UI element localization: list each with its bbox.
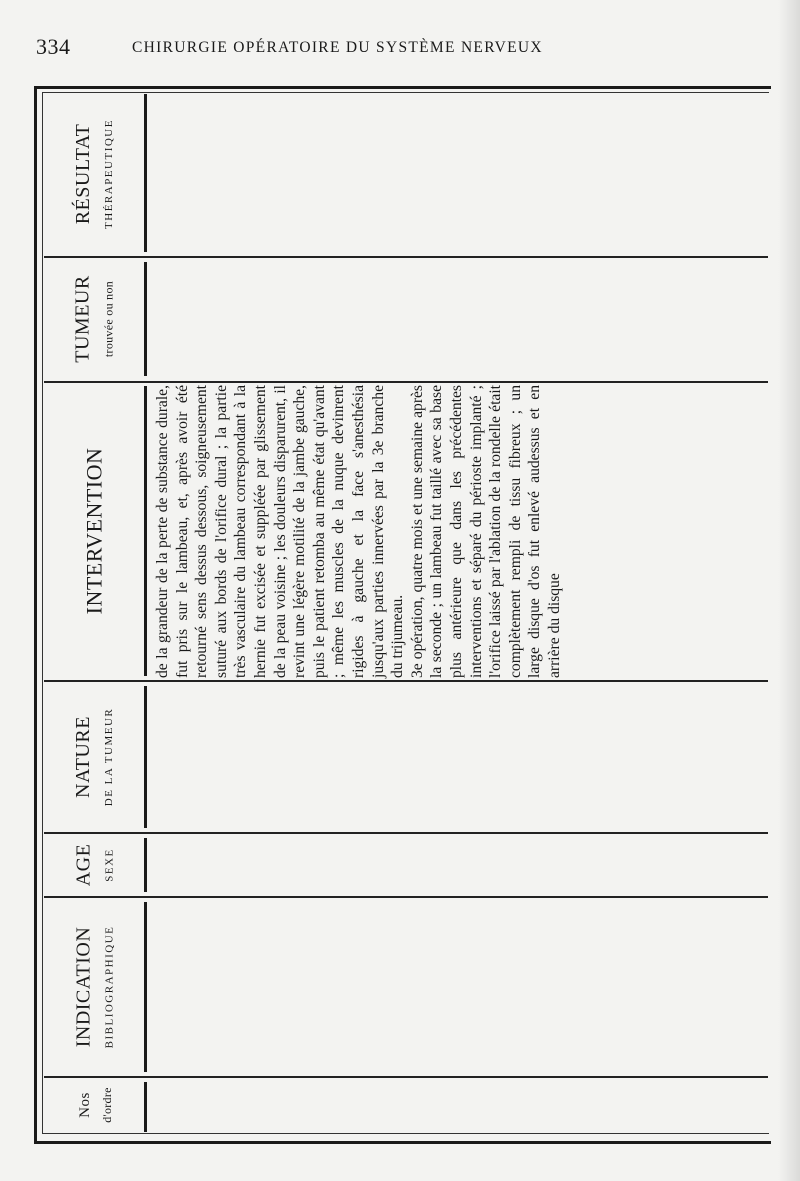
header-rule xyxy=(144,386,147,676)
header-rule xyxy=(144,1082,147,1132)
page-header xyxy=(0,34,800,64)
column-title: RÉSULTAT xyxy=(72,123,94,225)
header-rule xyxy=(144,262,147,376)
column-subtitle: DE LA TUMEUR xyxy=(103,707,115,806)
intervention-paragraph: 3e opération, quatre mois et une semaine après la seconde ; un lambeau fut taillé avec sa base plus antérieure que dans les précédentes interventions et séparé du périoste implanté ; l'orifice laissé par l'ablation de la rondelle était complètement rempli de tissu fibreux ; un large disque d'os fut enlevé audessus et en arrière du disque xyxy=(408,385,563,678)
column-header-age xyxy=(46,834,142,895)
column-header-ordre xyxy=(46,1078,142,1132)
column-title: NATURE xyxy=(72,715,94,798)
column-header-nature xyxy=(46,682,142,831)
column-divider xyxy=(44,896,768,898)
column-divider xyxy=(44,832,768,834)
column-header-indication xyxy=(46,898,142,1075)
column-subtitle: BIBLIOGRAPHIQUE xyxy=(103,925,116,1048)
column-divider xyxy=(44,256,768,258)
column-title: AGE xyxy=(71,843,94,886)
scan-shadow xyxy=(778,0,800,1181)
header-rule xyxy=(144,838,147,892)
column-title: TUMEUR xyxy=(71,275,94,363)
column-divider xyxy=(44,381,768,383)
header-rule xyxy=(144,902,147,1072)
column-subtitle: THÉRAPEUTIQUE xyxy=(103,119,115,229)
column-divider xyxy=(44,680,768,682)
column-title: INTERVENTION xyxy=(81,447,107,615)
header-rule xyxy=(144,94,147,252)
header-rule xyxy=(144,686,147,828)
running-title: CHIRURGIE OPÉRATOIRE DU SYSTÈME NERVEUX xyxy=(132,39,543,56)
page-number: 334 xyxy=(36,34,71,59)
column-subtitle: d'ordre xyxy=(100,1087,114,1123)
column-header-intervention xyxy=(46,383,142,679)
intervention-text xyxy=(153,385,764,678)
column-header-tumeur xyxy=(46,258,142,380)
intervention-paragraph: de la grandeur de la perte de substance durale, fut pris sur le lambeau, et, après avoir été retourné sens dessus dessous, soigneusement suturé aux bords de l'orifice dural ; la partie très vasculaire du lambeau correspondant à la hernie fut excisée et suppléée par glissement de la peau voisine ; les douleurs disparurent, il revint une légère motilité de la jambe gauche, puis le patient retomba au même état qu'avant ; même les muscles de la nuque devinrent rigides à gauche et la face s'anesthésia jusqu'aux parties innervées par la 3e branche du trijumeau. xyxy=(154,385,407,678)
column-header-resultat xyxy=(46,94,142,254)
column-subtitle: trouvée ou non xyxy=(101,280,116,358)
column-divider xyxy=(44,1076,768,1078)
column-title: INDICATION xyxy=(72,926,95,1047)
column-subtitle: SEXE xyxy=(102,847,115,882)
column-title: Nos xyxy=(77,1092,93,1118)
intervention-cell xyxy=(153,385,764,678)
